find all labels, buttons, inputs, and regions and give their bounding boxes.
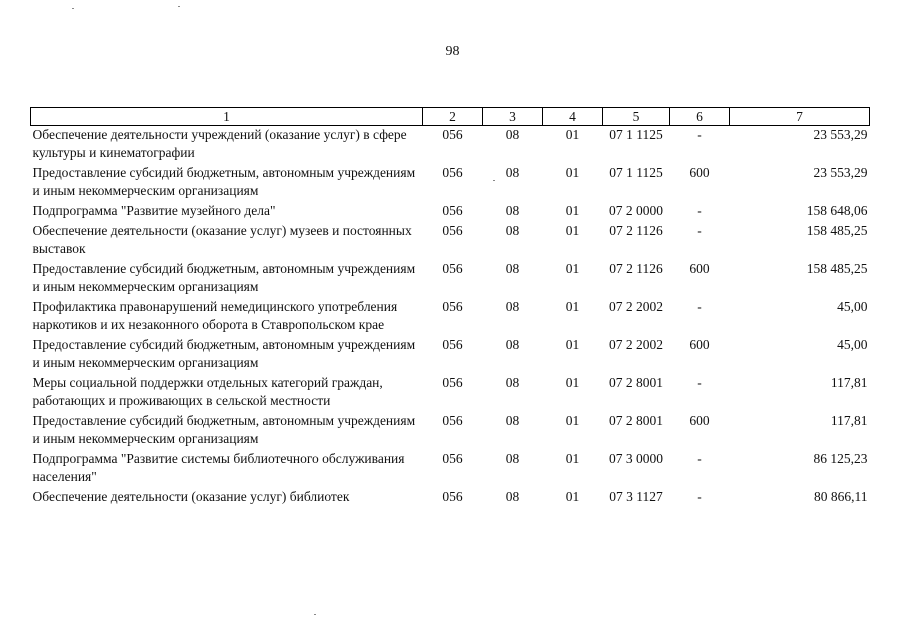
row-section-code: 08: [505, 165, 520, 180]
row-subsection-code: 01: [565, 299, 580, 314]
table-row: [31, 202, 870, 222]
header-col-6: 6: [670, 108, 730, 126]
header-col-7: 7: [730, 108, 870, 126]
row-ministry-code: 056: [442, 451, 463, 466]
row-amount: 45,00: [837, 299, 868, 314]
row-section-code: 08: [505, 451, 520, 466]
row-subsection-code: 01: [565, 203, 580, 218]
row-amount: 86 125,23: [813, 451, 868, 466]
page-number: 98: [445, 44, 460, 59]
row-section-code: 08: [505, 299, 520, 314]
row-name: Предоставление субсидий бюджетным, автономным учреждениям и иным некоммерческим организациям: [32, 413, 416, 446]
header-col-1: 1: [31, 108, 423, 126]
row-name: Меры социальной поддержки отдельных категорий граждан, работающих и проживающих в сельской местности: [32, 375, 383, 408]
row-ministry-code: 056: [442, 337, 463, 352]
row-subsection-code: 01: [565, 375, 580, 390]
row-ministry-code: 056: [442, 413, 463, 428]
row-subsection-code: 01: [565, 337, 580, 352]
row-expense-type: 600: [689, 337, 710, 352]
table-body: [31, 126, 870, 509]
header-col-5: 5: [603, 108, 670, 126]
scan-speck: [314, 614, 316, 615]
row-ministry-code: 056: [442, 489, 463, 504]
budget-table: [30, 107, 870, 508]
row-subsection-code: 01: [565, 223, 580, 238]
row-subsection-code: 01: [565, 165, 580, 180]
row-ministry-code: 056: [442, 203, 463, 218]
table-row: [31, 336, 870, 374]
row-expense-type: -: [697, 375, 702, 390]
row-expense-type: -: [697, 489, 702, 504]
table-row: [31, 488, 870, 508]
row-expense-type: 600: [689, 261, 710, 276]
table-row: [31, 260, 870, 298]
row-ministry-code: 056: [442, 375, 463, 390]
row-target-code: 07 2 0000: [609, 203, 663, 218]
row-section-code: 08: [505, 337, 520, 352]
row-subsection-code: 01: [565, 127, 580, 142]
scan-speck: [72, 8, 74, 9]
row-ministry-code: 056: [442, 127, 463, 142]
row-expense-type: 600: [689, 165, 710, 180]
row-expense-type: -: [697, 223, 702, 238]
row-section-code: 08: [505, 261, 520, 276]
row-target-code: 07 1 1125: [609, 165, 663, 180]
row-section-code: 08: [505, 223, 520, 238]
row-amount: 45,00: [837, 337, 868, 352]
row-target-code: 07 2 8001: [609, 413, 663, 428]
row-section-code: 08: [505, 203, 520, 218]
row-expense-type: -: [697, 203, 702, 218]
row-amount: 158 485,25: [806, 223, 868, 238]
table-row: [31, 164, 870, 202]
table-row: [31, 126, 870, 165]
row-amount: 23 553,29: [813, 127, 868, 142]
row-target-code: 07 2 1126: [609, 261, 663, 276]
row-subsection-code: 01: [565, 489, 580, 504]
table-row: [31, 298, 870, 336]
row-name: Подпрограмма "Развитие музейного дела": [32, 203, 276, 218]
row-subsection-code: 01: [565, 413, 580, 428]
row-target-code: 07 2 2002: [609, 337, 663, 352]
row-ministry-code: 056: [442, 299, 463, 314]
row-amount: 158 648,06: [806, 203, 868, 218]
row-amount: 23 553,29: [813, 165, 868, 180]
table-header: [31, 108, 870, 126]
row-name: Предоставление субсидий бюджетным, автономным учреждениям и иным некоммерческим организациям: [32, 337, 416, 370]
header-col-3: 3: [483, 108, 543, 126]
row-target-code: 07 2 8001: [609, 375, 663, 390]
row-name: Предоставление субсидий бюджетным, автономным учреждениям и иным некоммерческим организациям: [32, 165, 416, 198]
header-row: [31, 108, 870, 126]
row-amount: 80 866,11: [814, 489, 868, 504]
scan-speck: [493, 180, 495, 181]
table-row: [31, 374, 870, 412]
row-expense-type: -: [697, 127, 702, 142]
row-target-code: 07 2 2002: [609, 299, 663, 314]
row-target-code: 07 3 0000: [609, 451, 663, 466]
row-ministry-code: 056: [442, 165, 463, 180]
row-section-code: 08: [505, 127, 520, 142]
row-amount: 117,81: [830, 413, 868, 428]
row-subsection-code: 01: [565, 261, 580, 276]
scan-speck: [178, 6, 180, 7]
row-name: Профилактика правонарушений немедицинского употребления наркотиков и их незаконного оборота в Ставропольском крае: [32, 299, 398, 332]
row-expense-type: -: [697, 451, 702, 466]
row-target-code: 07 2 1126: [609, 223, 663, 238]
table-row: [31, 412, 870, 450]
row-amount: 117,81: [830, 375, 868, 390]
row-name: Подпрограмма "Развитие системы библиотечного обслуживания населения": [32, 451, 405, 484]
row-section-code: 08: [505, 413, 520, 428]
row-name: Обеспечение деятельности учреждений (оказание услуг) в сфере культуры и кинематографии: [32, 127, 407, 160]
row-ministry-code: 056: [442, 261, 463, 276]
row-target-code: 07 1 1125: [609, 127, 663, 142]
row-name: Обеспечение деятельности (оказание услуг) библиотек: [32, 489, 350, 504]
row-expense-type: -: [697, 299, 702, 314]
row-name: Предоставление субсидий бюджетным, автономным учреждениям и иным некоммерческим организациям: [32, 261, 416, 294]
row-name: Обеспечение деятельности (оказание услуг) музеев и постоянных выставок: [32, 223, 412, 256]
row-subsection-code: 01: [565, 451, 580, 466]
row-section-code: 08: [505, 489, 520, 504]
header-col-4: 4: [543, 108, 603, 126]
row-ministry-code: 056: [442, 223, 463, 238]
row-section-code: 08: [505, 375, 520, 390]
row-amount: 158 485,25: [806, 261, 868, 276]
table-row: [31, 450, 870, 488]
table-row: [31, 222, 870, 260]
row-expense-type: 600: [689, 413, 710, 428]
row-target-code: 07 3 1127: [609, 489, 663, 504]
header-col-2: 2: [423, 108, 483, 126]
